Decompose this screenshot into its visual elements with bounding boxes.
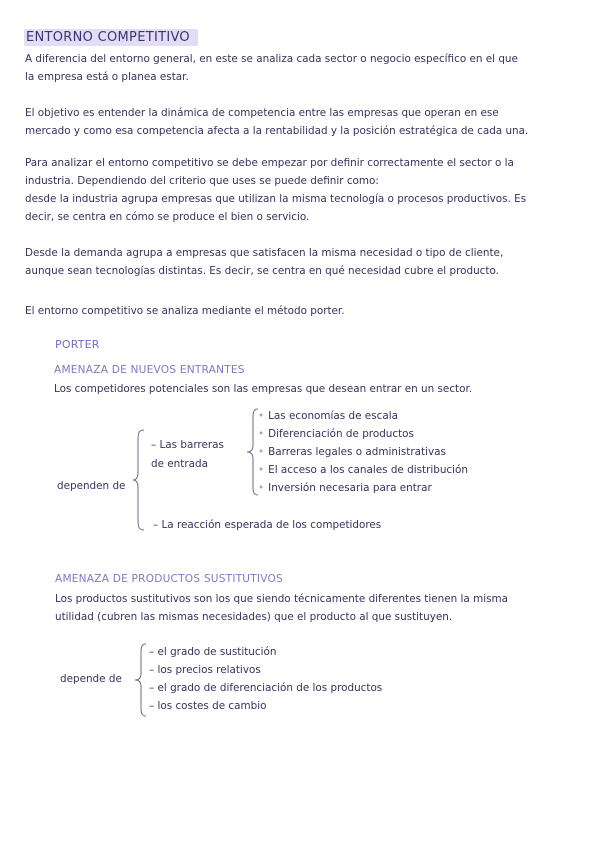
barrier-item-text: Diferenciación de productos [268,428,414,440]
analysis-line-2: industria. Dependiendo del criterio que uses se puede definir como: [25,175,379,187]
barriers-label-line-2: de entrada [151,458,208,470]
analysis-paragraph [25,154,580,226]
porter-intro-paragraph [25,302,580,320]
competitor-reaction: – La reacción esperada de los competidores [153,519,382,531]
new-entrants-depends-label: dependen de [57,480,126,492]
bullet-icon: • [258,428,265,440]
substitute-factor: – el grado de diferenciación de los productos [149,682,383,694]
substitutes-brace [134,642,148,718]
analysis-line-4: decir, se centra en cómo se produce el bien o servicio. [25,211,310,223]
analysis-line-1: Para analizar el entorno competitivo se debe empezar por definir correctamente el sector o la [25,157,514,169]
analysis-line-3: desde la industria agrupa empresas que utilizan la misma tecnología o procesos productivos. Es [25,193,527,205]
intro-line-2: la empresa está o planea estar. [25,71,189,83]
barrier-item [258,482,432,494]
substitutes-line-1: Los productos sustitutivos son los que siendo técnicamente diferentes tienen la misma [55,593,508,605]
objective-paragraph [25,104,580,140]
objective-line-2: mercado y como esa competencia afecta a la rentabilidad y la posición estratégica de cada una. [25,125,529,137]
substitutes-heading: AMENAZA DE PRODUCTOS SUSTITUTIVOS [55,573,283,585]
porter-title: PORTER [55,338,100,351]
demand-line-1: Desde la demanda agrupa a empresas que satisfacen la misma necesidad o tipo de cliente, [25,247,504,259]
barrier-item-text: Barreras legales o administrativas [268,446,446,458]
barrier-item-text: Las economías de escala [268,410,398,422]
demand-line-2: aunque sean tecnologías distintas. Es decir, se centra en qué necesidad cubre el producto. [25,265,499,277]
barrier-item-text: Inversión necesaria para entrar [268,482,432,494]
bullet-icon: • [258,464,265,476]
substitute-factor: – los costes de cambio [149,700,267,712]
barriers-label-line-1: – Las barreras [151,439,224,451]
intro-line-1: A diferencia del entorno general, en este se analiza cada sector o negocio específico en el que [25,53,518,65]
intro-paragraph [25,50,580,86]
page-title: ENTORNO COMPETITIVO [24,29,198,46]
bullet-icon: • [258,446,265,458]
porter-intro-line: El entorno competitivo se analiza mediante el método porter. [25,305,345,317]
objective-line-1: El objetivo es entender la dinámica de competencia entre las empresas que operan en ese [25,107,499,119]
barrier-item-text: El acceso a los canales de distribución [268,464,468,476]
new-entrants-text: Los competidores potenciales son las empresas que desean entrar en un sector. [54,383,473,395]
new-entrants-heading: AMENAZA DE NUEVOS ENTRANTES [54,364,245,376]
bullet-icon: • [258,410,265,422]
outer-brace [132,428,146,532]
substitutes-depends-label: depende de [60,673,122,685]
barrier-item [258,464,468,476]
substitute-factor: – el grado de sustitución [149,646,277,658]
demand-paragraph [25,244,580,280]
barrier-item [258,410,398,422]
barrier-item [258,446,446,458]
substitutes-line-2: utilidad (cubren las mismas necesidades) que el producto al que sustituyen. [55,611,453,623]
bullet-icon: • [258,482,265,494]
substitute-factor: – los precios relativos [149,664,261,676]
barrier-item [258,428,414,440]
